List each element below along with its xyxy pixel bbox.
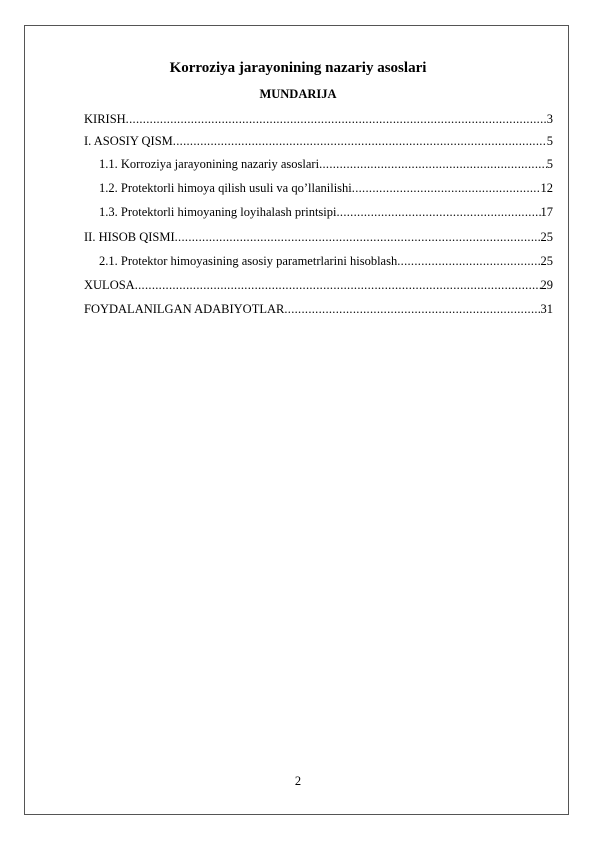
toc-entry-page: 25 [540, 230, 553, 244]
toc-dot-leader [126, 110, 547, 128]
toc-entry-label: XULOSA [84, 278, 135, 292]
toc-heading: MUNDARIJA [259, 87, 337, 101]
toc-entry-page: 5 [546, 157, 553, 171]
toc-dot-leader [284, 300, 540, 318]
toc-entry-adabiyotlar[interactable] [84, 300, 553, 318]
toc-entry-page: 5 [546, 134, 553, 148]
toc-entry-page: 17 [540, 205, 553, 219]
page-number: 2 [294, 774, 302, 788]
toc-entry-2-1[interactable] [99, 252, 553, 270]
toc-entry-label: 1.2. Protektorli himoya qilish usuli va qo’llanilishi [99, 181, 352, 195]
toc-dot-leader [175, 228, 541, 246]
toc-entry-label: 2.1. Protektor himoyasining asosiy parametrlarini hisoblash [99, 254, 398, 268]
toc-entry-label: KIRISH [84, 112, 126, 126]
toc-entry-label: 1.1. Korroziya jarayonining nazariy asoslari [99, 157, 320, 171]
toc-entry-page: 3 [546, 112, 553, 126]
toc-entry-1-1[interactable] [99, 155, 553, 173]
toc-entry-page: 25 [540, 254, 553, 268]
toc-entry-page: 12 [540, 181, 553, 195]
toc-entry-hisob-qismi[interactable] [84, 228, 553, 246]
document-title: Korroziya jarayonining nazariy asoslari [169, 60, 427, 76]
toc-dot-leader [352, 179, 541, 197]
toc-dot-leader [397, 252, 540, 270]
toc-entry-label: 1.3. Protektorli himoyaning loyihalash printsipi [99, 205, 337, 219]
toc-entry-1-2[interactable] [99, 179, 553, 197]
toc-entry-label: II. HISOB QISMI [84, 230, 175, 244]
toc-entry-kirish[interactable] [84, 110, 553, 128]
toc-dot-leader [336, 203, 540, 221]
toc-entry-label: FOYDALANILGAN ADABIYOTLAR [84, 302, 285, 316]
toc-entry-1-3[interactable] [99, 203, 553, 221]
toc-entry-asosiy-qism[interactable] [84, 132, 553, 150]
toc-dot-leader [319, 155, 547, 173]
toc-entry-xulosa[interactable] [84, 276, 553, 294]
toc-dot-leader [135, 276, 541, 294]
toc-entry-label: I. ASOSIY QISM [84, 134, 173, 148]
toc-entry-page: 29 [540, 278, 553, 292]
toc-dot-leader [173, 132, 547, 150]
toc-entry-page: 31 [540, 302, 553, 316]
